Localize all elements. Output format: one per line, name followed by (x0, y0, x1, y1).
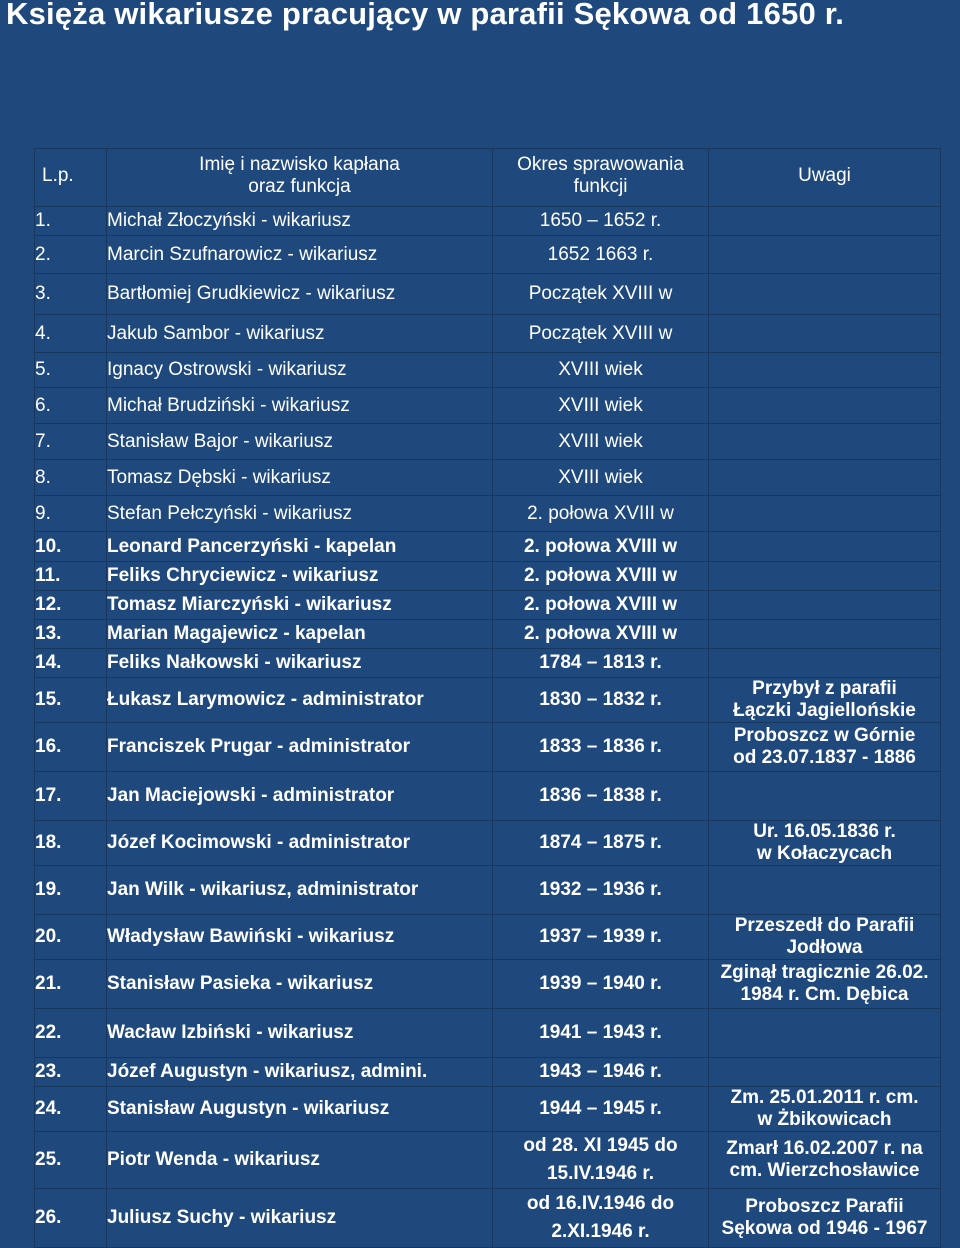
row-period: 2. połowa XVIII w (493, 591, 709, 620)
row-name: Leonard Pancerzyński - kapelan (107, 532, 493, 562)
header-number (35, 149, 107, 207)
row-number: 22. (35, 1009, 107, 1058)
row-period: Początek XVIII w (493, 315, 709, 353)
row-number: 10. (35, 532, 107, 562)
row-notes-line2: od 23.07.1837 - 1886 (733, 747, 916, 768)
row-period: 1939 – 1940 r. (493, 960, 709, 1009)
row-notes-line2: w Kołaczycach (756, 843, 893, 864)
row-notes (709, 1058, 941, 1087)
row-number: 25. (35, 1132, 107, 1189)
row-name: Józef Kocimowski - administrator (107, 821, 493, 866)
row-notes-line2: w Żbikowicach (757, 1109, 892, 1130)
row-name: Jan Maciejowski - administrator (107, 772, 493, 821)
row-period: 1784 – 1813 r. (493, 649, 709, 678)
row-number: 18. (35, 821, 107, 866)
row-period: 1830 – 1832 r. (493, 678, 709, 723)
row-notes-line2: Jodłowa (786, 937, 863, 958)
row-name: Bartłomiej Grudkiewicz - wikariusz (107, 274, 493, 315)
table-row (35, 388, 941, 424)
table-row (35, 1132, 941, 1189)
table-row (35, 353, 941, 388)
row-number: 11. (35, 562, 107, 591)
row-period: 1944 – 1945 r. (493, 1087, 709, 1132)
row-notes-line1: Proboszcz w Górnie (733, 725, 916, 746)
row-notes-line1: Zm. 25.01.2011 r. cm. (730, 1087, 919, 1108)
row-number: 19. (35, 866, 107, 915)
row-number: 3. (35, 274, 107, 315)
table-row (35, 460, 941, 496)
row-notes (709, 866, 941, 915)
row-period (493, 1132, 709, 1189)
row-name: Feliks Chryciewicz - wikariusz (107, 562, 493, 591)
row-period: XVIII wiek (493, 353, 709, 388)
row-name: Stanisław Augustyn - wikariusz (107, 1087, 493, 1132)
row-notes (709, 1189, 941, 1248)
header-notes-label: Uwagi (798, 164, 851, 186)
row-name: Stanisław Pasieka - wikariusz (107, 960, 493, 1009)
row-period: 1833 – 1836 r. (493, 723, 709, 772)
row-number: 5. (35, 353, 107, 388)
row-period: 1941 – 1943 r. (493, 1009, 709, 1058)
table-row (35, 236, 941, 274)
table-row (35, 1087, 941, 1132)
row-notes (709, 207, 941, 236)
row-number: 20. (35, 915, 107, 960)
table-row (35, 1189, 941, 1248)
header-name-line2: oraz funkcja (248, 175, 351, 197)
row-period: XVIII wiek (493, 424, 709, 460)
row-period: 1650 – 1652 r. (493, 207, 709, 236)
row-number: 7. (35, 424, 107, 460)
page-title: Księża wikariusze pracujący w parafii Sękowa od 1650 r. (6, 0, 845, 31)
row-notes-line1: Zginął tragicznie 26.02. (720, 962, 929, 983)
row-number: 24. (35, 1087, 107, 1132)
table-row (35, 532, 941, 562)
header-period-line2: funkcji (573, 175, 628, 197)
header-name (107, 149, 493, 207)
row-name: Jan Wilk - wikariusz, administrator (107, 866, 493, 915)
row-name: Tomasz Miarczyński - wikariusz (107, 591, 493, 620)
header-period-line1: Okres sprawowania (517, 153, 684, 175)
row-period-line1: od 28. XI 1945 do (523, 1135, 678, 1156)
row-notes (709, 388, 941, 424)
row-number: 8. (35, 460, 107, 496)
row-period: XVIII wiek (493, 460, 709, 496)
row-period-line1: od 16.IV.1946 do (526, 1193, 675, 1214)
row-period: 2. połowa XVIII w (493, 620, 709, 649)
row-period: 1652 1663 r. (493, 236, 709, 274)
row-name: Stanisław Bajor - wikariusz (107, 424, 493, 460)
row-period (493, 1189, 709, 1248)
row-period: 1943 – 1946 r. (493, 1058, 709, 1087)
row-notes (709, 1087, 941, 1132)
table-row (35, 591, 941, 620)
row-name: Jakub Sambor - wikariusz (107, 315, 493, 353)
table-row (35, 1058, 941, 1087)
row-number: 13. (35, 620, 107, 649)
row-notes (709, 821, 941, 866)
row-notes-line1: Przeszedł do Parafii (734, 915, 915, 936)
row-name: Łukasz Larymowicz - administrator (107, 678, 493, 723)
row-notes-line1: Ur. 16.05.1836 r. (753, 821, 896, 842)
table-row (35, 723, 941, 772)
row-period-line2: 15.IV.1946 r. (546, 1163, 655, 1184)
row-number: 1. (35, 207, 107, 236)
table-row (35, 496, 941, 532)
row-notes (709, 236, 941, 274)
table-row (35, 207, 941, 236)
row-notes (709, 460, 941, 496)
table-row (35, 620, 941, 649)
table-row (35, 821, 941, 866)
row-number: 16. (35, 723, 107, 772)
row-number: 12. (35, 591, 107, 620)
row-number: 4. (35, 315, 107, 353)
row-period: XVIII wiek (493, 388, 709, 424)
row-notes (709, 424, 941, 460)
row-notes (709, 620, 941, 649)
row-notes (709, 678, 941, 723)
row-notes-line1: Proboszcz Parafii (745, 1196, 904, 1217)
row-period: 1937 – 1939 r. (493, 915, 709, 960)
table-row (35, 960, 941, 1009)
table-row (35, 866, 941, 915)
row-notes (709, 562, 941, 591)
row-name: Michał Brudziński - wikariusz (107, 388, 493, 424)
row-period-line2: 2.XI.1946 r. (551, 1221, 650, 1242)
row-name: Marcin Szufnarowicz - wikariusz (107, 236, 493, 274)
row-notes-line2: cm. Wierzchosławice (729, 1160, 920, 1181)
row-period: Początek XVIII w (493, 274, 709, 315)
table-row (35, 649, 941, 678)
table-row (35, 1009, 941, 1058)
row-notes (709, 1009, 941, 1058)
row-notes (709, 274, 941, 315)
row-notes (709, 772, 941, 821)
row-number: 15. (35, 678, 107, 723)
row-name: Władysław Bawiński - wikariusz (107, 915, 493, 960)
row-name: Ignacy Ostrowski - wikariusz (107, 353, 493, 388)
row-notes (709, 1132, 941, 1189)
table-header-row (35, 149, 941, 207)
table-row (35, 315, 941, 353)
row-notes (709, 353, 941, 388)
row-notes (709, 532, 941, 562)
row-notes (709, 723, 941, 772)
table-row (35, 915, 941, 960)
vicars-table (34, 148, 941, 1248)
row-number: 26. (35, 1189, 107, 1248)
header-number-label: L.p. (42, 164, 74, 186)
row-period: 1874 – 1875 r. (493, 821, 709, 866)
row-notes-line2: 1984 r. Cm. Dębica (740, 984, 909, 1005)
row-name: Juliusz Suchy - wikariusz (107, 1189, 493, 1248)
row-notes (709, 915, 941, 960)
header-period (493, 149, 709, 207)
row-name: Franciszek Prugar - administrator (107, 723, 493, 772)
table-row (35, 678, 941, 723)
row-notes-line2: Sękowa od 1946 - 1967 (721, 1218, 928, 1239)
row-number: 6. (35, 388, 107, 424)
row-period: 1836 – 1838 r. (493, 772, 709, 821)
row-notes-line1: Przybył z parafii (752, 678, 897, 699)
row-period: 2. połowa XVIII w (493, 562, 709, 591)
row-name: Michał Złoczyński - wikariusz (107, 207, 493, 236)
row-name: Piotr Wenda - wikariusz (107, 1132, 493, 1189)
row-number: 21. (35, 960, 107, 1009)
header-notes (709, 149, 941, 207)
row-notes (709, 496, 941, 532)
row-name: Marian Magajewicz - kapelan (107, 620, 493, 649)
row-name: Feliks Nałkowski - wikariusz (107, 649, 493, 678)
row-period: 2. połowa XVIII w (493, 532, 709, 562)
row-name: Wacław Izbiński - wikariusz (107, 1009, 493, 1058)
row-number: 14. (35, 649, 107, 678)
table-row (35, 424, 941, 460)
row-period: 2. połowa XVIII w (493, 496, 709, 532)
table-row (35, 562, 941, 591)
row-number: 17. (35, 772, 107, 821)
row-notes-line2: Łączki Jagiellońskie (733, 700, 916, 721)
row-notes (709, 591, 941, 620)
table-row (35, 274, 941, 315)
row-name: Józef Augustyn - wikariusz, admini. (107, 1058, 493, 1087)
row-notes (709, 960, 941, 1009)
row-notes (709, 315, 941, 353)
row-number: 23. (35, 1058, 107, 1087)
row-name: Stefan Pełczyński - wikariusz (107, 496, 493, 532)
row-number: 9. (35, 496, 107, 532)
row-name: Tomasz Dębski - wikariusz (107, 460, 493, 496)
row-notes-line1: Zmarł 16.02.2007 r. na (726, 1138, 923, 1159)
row-notes (709, 649, 941, 678)
row-number: 2. (35, 236, 107, 274)
row-period: 1932 – 1936 r. (493, 866, 709, 915)
header-name-line1: Imię i nazwisko kapłana (199, 153, 400, 175)
table-row (35, 772, 941, 821)
